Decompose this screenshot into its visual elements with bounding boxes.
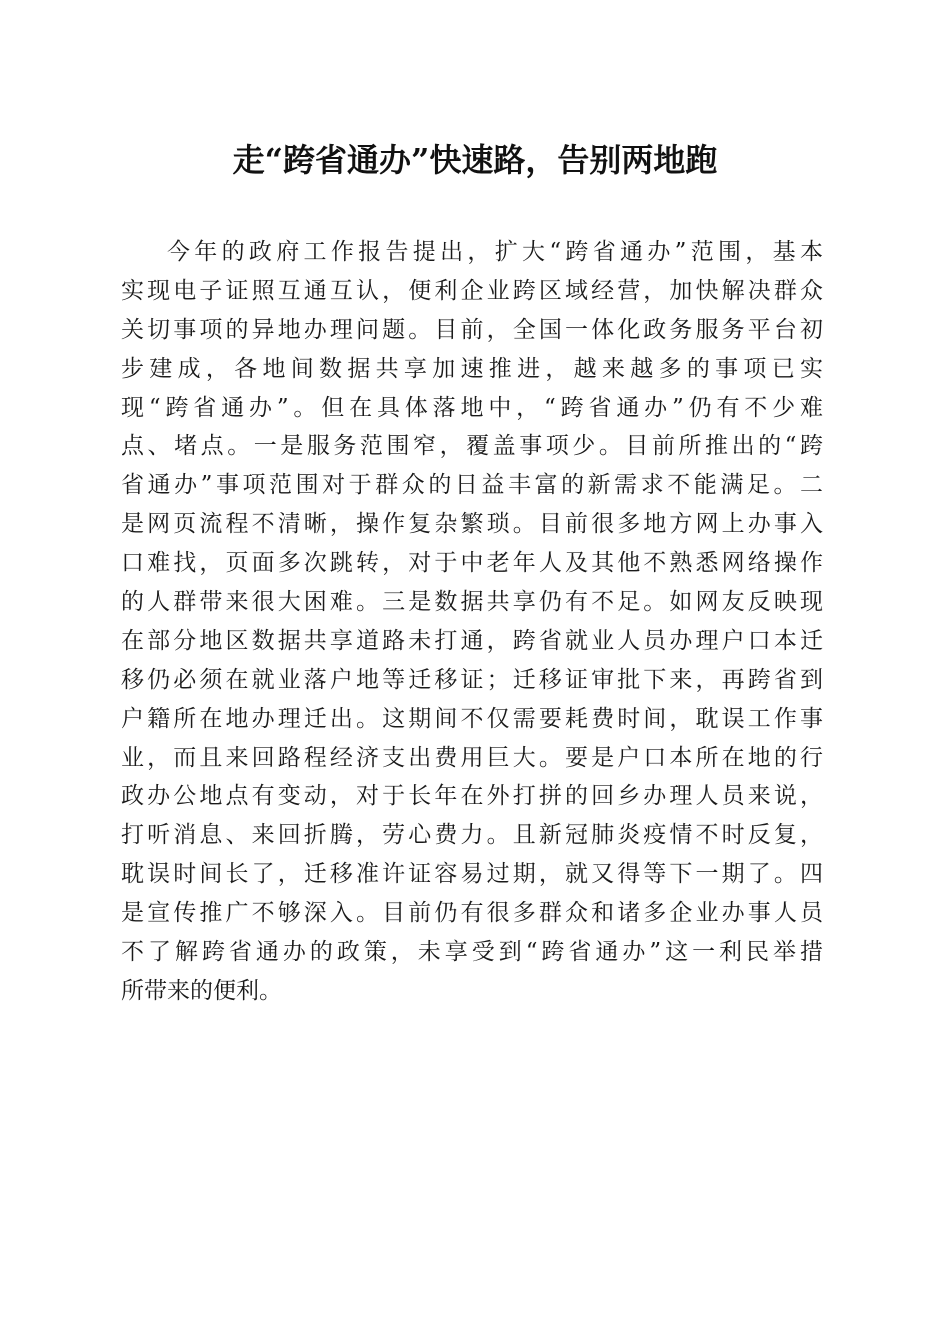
- paragraph-line: 户籍所在地办理迁出。这期间不仅需要耗费时间，耽误工作事: [121, 705, 823, 732]
- paragraph-line: 政办公地点有变动，对于长年在外打拼的回乡办理人员来说，: [121, 783, 823, 810]
- article-paragraph: [121, 233, 823, 1011]
- paragraph-line: 打听消息、来回折腾，劳心费力。且新冠肺炎疫情不时反复，: [121, 822, 823, 849]
- paragraph-line: 省通办”事项范围对于群众的日益丰富的新需求不能满足。二: [121, 472, 823, 499]
- paragraph-line: 口难找，页面多次跳转，对于中老年人及其他不熟悉网络操作: [121, 550, 823, 577]
- paragraph-line: 现“跨省通办”。但在具体落地中，“跨省通办”仍有不少难: [121, 394, 823, 421]
- document-title: 走“跨省通办”快速路，告别两地跑: [232, 141, 718, 179]
- paragraph-line: 业，而且来回路程经济支出费用巨大。要是户口本所在地的行: [121, 744, 823, 771]
- paragraph-line: 步建成，各地间数据共享加速推进，越来越多的事项已实: [121, 355, 823, 382]
- paragraph-line: 移仍必须在就业落户地等迁移证；迁移证审批下来，再跨省到: [121, 666, 823, 693]
- paragraph-line: 是网页流程不清晰，操作复杂繁琐。目前很多地方网上办事入: [121, 511, 823, 538]
- paragraph-line: 的人群带来很大困难。三是数据共享仍有不足。如网友反映现: [121, 589, 823, 616]
- paragraph-line: 不了解跨省通办的政策，未享受到“跨省通办”这一利民举措: [121, 939, 823, 966]
- paragraph-line: 在部分地区数据共享道路未打通，跨省就业人员办理户口本迁: [121, 627, 823, 654]
- paragraph-line: 实现电子证照互通互认，便利企业跨区域经营，加快解决群众: [121, 277, 823, 304]
- paragraph-line: 关切事项的异地办理问题。目前，全国一体化政务服务平台初: [121, 316, 823, 343]
- paragraph-line: 今年的政府工作报告提出，扩大“跨省通办”范围，基本: [167, 239, 823, 265]
- paragraph-line: 是宣传推广不够深入。目前仍有很多群众和诸多企业办事人员: [121, 900, 823, 927]
- paragraph-line: 耽误时间长了，迁移准许证容易过期，就又得等下一期了。四: [121, 861, 823, 888]
- paragraph-line: 点、堵点。一是服务范围窄，覆盖事项少。目前所推出的“跨: [121, 433, 823, 460]
- paragraph-line: 所带来的便利。: [121, 977, 282, 1004]
